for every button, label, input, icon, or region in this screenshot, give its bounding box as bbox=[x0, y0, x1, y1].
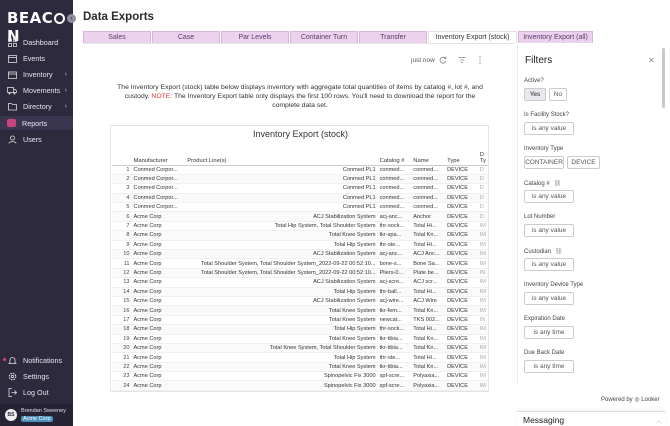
filters-panel bbox=[517, 44, 658, 384]
cell-catalog: thr-ball... bbox=[378, 287, 412, 296]
filter-label-expiration-date: Expiration Date bbox=[524, 316, 566, 322]
cell-manufacturer: Acme Corp bbox=[132, 287, 186, 296]
table-row[interactable] bbox=[112, 296, 488, 305]
table-row[interactable] bbox=[112, 184, 488, 193]
cell-device-type: D bbox=[478, 203, 488, 212]
column-header-manufacturer[interactable]: Manufacturer bbox=[132, 145, 186, 165]
filter-label-catalog bbox=[524, 180, 561, 187]
sidebar-item-logout[interactable] bbox=[0, 385, 73, 399]
cell-manufacturer: Acme Corp bbox=[132, 362, 186, 371]
chevron-up-icon[interactable]: ︿ bbox=[656, 419, 663, 425]
chevron-right-icon: › bbox=[64, 102, 67, 110]
cell-device-type: IM bbox=[478, 240, 488, 249]
cell-type: DEVICE bbox=[445, 287, 478, 296]
cell-device-type: IM bbox=[478, 334, 488, 343]
cell-device-type: IM bbox=[478, 221, 488, 230]
filter-label-due-back-date: Due Back Date bbox=[524, 350, 565, 356]
table-row[interactable] bbox=[112, 325, 488, 334]
filter-label-custodian-text: Custodian bbox=[524, 249, 552, 255]
cell-name: Total Kn... bbox=[411, 343, 445, 352]
cell-name: Total Hi... bbox=[411, 221, 445, 230]
cell-manufacturer: Acme Corp bbox=[132, 240, 186, 249]
cell-product-lines: Conmed PL1 bbox=[185, 193, 377, 202]
cell-name: Total Kn... bbox=[411, 306, 445, 315]
table-row[interactable] bbox=[112, 240, 488, 249]
cell-name: Bone Sa... bbox=[411, 259, 445, 268]
sidebar bbox=[0, 0, 73, 426]
table-row[interactable] bbox=[112, 381, 488, 390]
powered-by-text: Powered by bbox=[601, 397, 633, 403]
cell-name: Polyaxia... bbox=[411, 381, 445, 390]
folder-icon bbox=[7, 101, 17, 111]
table-row[interactable] bbox=[112, 259, 488, 268]
cell-type: DEVICE bbox=[445, 203, 478, 212]
cell-manufacturer: Acme Corp bbox=[132, 372, 186, 381]
table-row[interactable] bbox=[112, 250, 488, 259]
cell-manufacturer: Acme Corp bbox=[132, 306, 186, 315]
table-row[interactable] bbox=[112, 212, 488, 221]
column-header-type[interactable]: Type bbox=[445, 145, 478, 165]
messaging-label: Messaging bbox=[523, 415, 565, 425]
cell-product-lines: Total Shoulder System, Total Shoulder System_2022-09-22 00:52:10... bbox=[185, 259, 377, 268]
cell-product-lines: Total Knee System, Total Shoulder System bbox=[185, 343, 377, 352]
cell-device-type: IM bbox=[478, 372, 488, 381]
column-header-product-lines[interactable]: Product Line(s) bbox=[185, 145, 377, 165]
sidebar-item-label: Dashboard bbox=[23, 37, 59, 47]
sidebar-item-movements[interactable] bbox=[0, 83, 73, 97]
cell-type: DEVICE bbox=[445, 174, 478, 183]
sidebar-item-directory[interactable] bbox=[0, 99, 73, 113]
cell-catalog: spf-scre... bbox=[378, 372, 412, 381]
table-row[interactable] bbox=[112, 203, 488, 212]
cell-name: Total Hi... bbox=[411, 353, 445, 362]
cell-product-lines: Total Hip System bbox=[185, 353, 377, 362]
cell-product-lines: ACJ Stabilization System bbox=[185, 296, 377, 305]
column-header-device-type[interactable]: D Ty bbox=[478, 145, 488, 165]
row-index: 8 bbox=[112, 231, 132, 240]
reports-icon bbox=[7, 119, 16, 127]
row-index: 23 bbox=[112, 372, 132, 381]
cell-manufacturer: Acme Corp bbox=[132, 231, 186, 240]
avatar: BS bbox=[5, 409, 17, 421]
cell-type: DEVICE bbox=[445, 278, 478, 287]
sidebar-item-settings[interactable] bbox=[0, 369, 73, 383]
cell-type: DEVICE bbox=[445, 212, 478, 221]
cell-product-lines: Conmed PL1 bbox=[185, 184, 377, 193]
bell-icon bbox=[7, 355, 17, 365]
cell-name: ACJ Wire bbox=[411, 296, 445, 305]
sidebar-item-reports[interactable] bbox=[0, 116, 73, 130]
cell-type: DEVICE bbox=[445, 315, 478, 324]
cell-catalog: bone-s... bbox=[378, 259, 412, 268]
gear-icon bbox=[7, 371, 17, 381]
truck-icon bbox=[7, 85, 17, 95]
row-index: 13 bbox=[112, 278, 132, 287]
cell-name: conmed... bbox=[411, 203, 445, 212]
cell-catalog: thr-sock... bbox=[378, 325, 412, 334]
cell-product-lines: Total Knee System bbox=[185, 362, 377, 371]
more-vertical-icon[interactable] bbox=[478, 56, 482, 66]
cell-type: DEVICE bbox=[445, 343, 478, 352]
cell-manufacturer: Acme Corp bbox=[132, 278, 186, 287]
row-index: 18 bbox=[112, 325, 132, 334]
row-index: 22 bbox=[112, 362, 132, 371]
cell-product-lines: Total Knee System bbox=[185, 334, 377, 343]
cell-type: DEVICE bbox=[445, 306, 478, 315]
row-index: 24 bbox=[112, 381, 132, 390]
cell-type: DEVICE bbox=[445, 231, 478, 240]
cell-product-lines: Total Hip System, Total Shoulder System bbox=[185, 221, 377, 230]
tab-inventory-export-stock[interactable]: Inventory Export (stock) bbox=[428, 31, 517, 43]
logout-icon bbox=[7, 387, 17, 397]
table-row[interactable] bbox=[112, 362, 488, 371]
cell-product-lines: Conmed PL1 bbox=[185, 165, 377, 174]
cell-device-type: IM bbox=[478, 296, 488, 305]
column-header-catalog[interactable]: Catalog # bbox=[378, 145, 412, 165]
row-index: 21 bbox=[112, 353, 132, 362]
filter-custodian-field[interactable]: is any value bbox=[524, 258, 574, 271]
cell-catalog: newcat... bbox=[378, 315, 412, 324]
row-index: 16 bbox=[112, 306, 132, 315]
filters-title: Filters bbox=[525, 55, 553, 66]
row-index: 3 bbox=[112, 184, 132, 193]
cell-product-lines: Total Knee System bbox=[185, 306, 377, 315]
cell-product-lines: Total Knee System bbox=[185, 231, 377, 240]
cell-device-type: D bbox=[478, 174, 488, 183]
refresh-icon[interactable] bbox=[439, 56, 447, 66]
report-table-card bbox=[110, 125, 489, 392]
table-row[interactable] bbox=[112, 193, 488, 202]
row-index: 14 bbox=[112, 287, 132, 296]
row-index: 11 bbox=[112, 259, 132, 268]
cell-manufacturer: Acme Corp bbox=[132, 343, 186, 352]
cell-product-lines: Total Hip System bbox=[185, 325, 377, 334]
cell-catalog: Pliers-0... bbox=[378, 268, 412, 277]
sidebar-item-label: Directory bbox=[23, 101, 52, 111]
sidebar-item-label: Log Out bbox=[23, 387, 49, 397]
chevron-right-icon: › bbox=[64, 70, 67, 78]
row-index: 5 bbox=[112, 203, 132, 212]
tab-transfer[interactable]: Transfer bbox=[359, 31, 427, 43]
cell-type: DEVICE bbox=[445, 240, 478, 249]
cell-device-type: IM bbox=[478, 353, 488, 362]
row-index: 2 bbox=[112, 174, 132, 183]
column-header-index bbox=[112, 145, 132, 165]
filter-label-active: Active? bbox=[524, 78, 544, 84]
sidebar-item-notifications[interactable] bbox=[0, 353, 73, 367]
intro-note-label: NOTE: bbox=[151, 93, 173, 101]
filter-inventory-type-container[interactable]: CONTAINER bbox=[524, 156, 564, 169]
cell-device-type: D bbox=[478, 165, 488, 174]
cell-name: conmed... bbox=[411, 174, 445, 183]
cell-type: DEVICE bbox=[445, 268, 478, 277]
sidebar-item-dashboard[interactable] bbox=[0, 35, 73, 49]
cell-name: conmed... bbox=[411, 184, 445, 193]
cell-manufacturer: Acme Corp bbox=[132, 334, 186, 343]
table-row[interactable] bbox=[112, 278, 488, 287]
row-index: 20 bbox=[112, 343, 132, 352]
column-header-name[interactable]: Name bbox=[411, 145, 445, 165]
cell-catalog: tkr-tibia... bbox=[378, 343, 412, 352]
cell-catalog: conmed... bbox=[378, 165, 412, 174]
user-profile[interactable] bbox=[0, 404, 73, 426]
cell-type: DEVICE bbox=[445, 221, 478, 230]
cell-manufacturer: Conmed Corpor... bbox=[132, 203, 186, 212]
intro-text: The Inventory Export (stock) table below displays inventory with aggregate total quantities of items by catalog #, lot #, and custody. bbox=[117, 84, 483, 101]
cell-type: DEVICE bbox=[445, 259, 478, 268]
cell-manufacturer: Acme Corp bbox=[132, 381, 186, 390]
cell-catalog: acj-anc... bbox=[378, 250, 412, 259]
chevron-left-icon[interactable]: ‹ bbox=[67, 14, 76, 23]
cell-catalog: thr-ste... bbox=[378, 240, 412, 249]
cell-device-type: D bbox=[478, 212, 488, 221]
cell-device-type: IM bbox=[478, 278, 488, 287]
cell-product-lines: ACJ Stabilization System bbox=[185, 250, 377, 259]
cell-name: Total Hi... bbox=[411, 325, 445, 334]
cell-device-type: IM bbox=[478, 381, 488, 390]
sidebar-item-label: Movements bbox=[23, 85, 61, 95]
close-icon[interactable]: ✕ bbox=[648, 56, 655, 65]
sidebar-item-events[interactable] bbox=[0, 51, 73, 65]
cell-manufacturer: Conmed Corpor... bbox=[132, 165, 186, 174]
sidebar-item-users[interactable] bbox=[0, 132, 73, 146]
table-header-row bbox=[112, 145, 488, 165]
cell-name: TKS 002... bbox=[411, 315, 445, 324]
table-row[interactable] bbox=[112, 334, 488, 343]
tab-container-turn[interactable]: Container Turn bbox=[290, 31, 358, 43]
box-icon bbox=[7, 69, 17, 79]
beacon-logo[interactable]: BEACN bbox=[7, 9, 73, 45]
row-index: 15 bbox=[112, 296, 132, 305]
cell-catalog: conmed... bbox=[378, 174, 412, 183]
cell-device-type: IN bbox=[478, 268, 488, 277]
cell-manufacturer: Acme Corp bbox=[132, 221, 186, 230]
row-index: 6 bbox=[112, 212, 132, 221]
table-row[interactable] bbox=[112, 165, 488, 174]
cell-name: Anchor bbox=[411, 212, 445, 221]
cell-device-type: IM bbox=[478, 259, 488, 268]
row-index: 10 bbox=[112, 250, 132, 259]
cell-product-lines: Total Knee System bbox=[185, 315, 377, 324]
cell-name: Total Kn... bbox=[411, 334, 445, 343]
report-description bbox=[116, 83, 484, 111]
filter-device-type-field[interactable]: is any value bbox=[524, 292, 574, 305]
cell-type: DEVICE bbox=[445, 296, 478, 305]
cell-catalog: tkr-tibia... bbox=[378, 334, 412, 343]
filter-catalog-field[interactable]: is any value bbox=[524, 190, 574, 203]
cell-device-type: IM bbox=[478, 306, 488, 315]
calendar-icon bbox=[7, 53, 17, 63]
cell-name: Plate be... bbox=[411, 268, 445, 277]
table-row[interactable] bbox=[112, 353, 488, 362]
cell-product-lines: Conmed PL1 bbox=[185, 174, 377, 183]
cell-name: Polyaxia... bbox=[411, 372, 445, 381]
cell-name: Total Hi... bbox=[411, 240, 445, 249]
filter-active-no[interactable]: No bbox=[549, 88, 567, 101]
cell-product-lines: ACJ Stabilization System bbox=[185, 212, 377, 221]
cell-catalog: acj-scre... bbox=[378, 278, 412, 287]
cell-manufacturer: Conmed Corpor... bbox=[132, 184, 186, 193]
filters-scrollbar[interactable] bbox=[662, 48, 665, 108]
cell-device-type: IM bbox=[478, 250, 488, 259]
sidebar-item-label: Notifications bbox=[23, 355, 63, 365]
filter-label-lot-number: Lot Number bbox=[524, 214, 556, 220]
cell-manufacturer: Acme Corp bbox=[132, 268, 186, 277]
table-row[interactable] bbox=[112, 287, 488, 296]
sidebar-item-label: Reports bbox=[22, 118, 48, 128]
cell-manufacturer: Acme Corp bbox=[132, 250, 186, 259]
cell-name: Total Hi... bbox=[411, 287, 445, 296]
report-title: Inventory Export (stock) bbox=[252, 129, 349, 139]
cell-type: DEVICE bbox=[445, 165, 478, 174]
table-row[interactable] bbox=[112, 221, 488, 230]
link-icon: ⛓ bbox=[553, 181, 562, 187]
cell-type: DEVICE bbox=[445, 250, 478, 259]
filter-active-yes[interactable]: Yes bbox=[524, 88, 546, 101]
filter-lot-number-field[interactable]: is any value bbox=[524, 224, 574, 237]
sidebar-item-label: Users bbox=[23, 134, 42, 144]
cell-name: ACJ scr... bbox=[411, 278, 445, 287]
grid-icon bbox=[7, 37, 17, 47]
cell-device-type: IM bbox=[478, 231, 488, 240]
cell-catalog: thr-sock... bbox=[378, 221, 412, 230]
tab-par-levels[interactable]: Par Levels bbox=[221, 31, 289, 43]
cell-manufacturer: Acme Corp bbox=[132, 259, 186, 268]
cell-manufacturer: Acme Corp bbox=[132, 296, 186, 305]
user-org-badge: Acme Corp bbox=[23, 416, 51, 422]
cell-device-type: D bbox=[478, 193, 488, 202]
cell-type: DEVICE bbox=[445, 372, 478, 381]
filter-label-device-type: Inventory Device Type bbox=[524, 282, 584, 288]
cell-name: ACJ Anc... bbox=[411, 250, 445, 259]
cell-catalog: acj-wire... bbox=[378, 296, 412, 305]
powered-by-looker[interactable] bbox=[601, 396, 660, 403]
cell-catalog: thr-ste... bbox=[378, 353, 412, 362]
filter-label-catalog-text: Catalog # bbox=[524, 181, 550, 187]
row-index: 9 bbox=[112, 240, 132, 249]
table-row[interactable] bbox=[112, 372, 488, 381]
cell-name: conmed... bbox=[411, 165, 445, 174]
row-index: 1 bbox=[112, 165, 132, 174]
table-row[interactable] bbox=[112, 174, 488, 183]
cell-device-type: D bbox=[478, 184, 488, 193]
tab-sales[interactable]: Sales bbox=[83, 31, 151, 43]
chevron-right-icon: › bbox=[64, 86, 67, 94]
cell-type: DEVICE bbox=[445, 193, 478, 202]
cell-manufacturer: Acme Corp bbox=[132, 353, 186, 362]
cell-manufacturer: Conmed Corpor... bbox=[132, 174, 186, 183]
table-row[interactable] bbox=[112, 306, 488, 315]
inventory-table bbox=[112, 145, 488, 391]
cell-device-type: IN bbox=[478, 315, 488, 324]
row-index: 12 bbox=[112, 268, 132, 277]
cell-name: conmed... bbox=[411, 193, 445, 202]
user-name: Brendan Sweeney bbox=[21, 408, 66, 414]
table-row[interactable] bbox=[112, 343, 488, 352]
filter-due-back-date-field[interactable]: is any time bbox=[524, 360, 574, 373]
cell-name: Total Kn... bbox=[411, 231, 445, 240]
report-tabs bbox=[83, 31, 594, 43]
cell-catalog: conmed... bbox=[378, 184, 412, 193]
filter-icon[interactable] bbox=[458, 56, 466, 66]
cell-name: Total Kn... bbox=[411, 362, 445, 371]
intro-note-text: The Inventory Export table only displays the first 100 rows. You'll need to download the report for the complete data set. bbox=[173, 93, 476, 110]
cell-catalog: spf-scre... bbox=[378, 381, 412, 390]
cell-type: DEVICE bbox=[445, 325, 478, 334]
table-row[interactable] bbox=[112, 231, 488, 240]
cell-catalog: conmed... bbox=[378, 193, 412, 202]
cell-product-lines: ACJ Stabilization System bbox=[185, 278, 377, 287]
row-index: 4 bbox=[112, 193, 132, 202]
row-index: 7 bbox=[112, 221, 132, 230]
cell-catalog: conmed... bbox=[378, 203, 412, 212]
cell-device-type: IM bbox=[478, 362, 488, 371]
cell-type: DEVICE bbox=[445, 381, 478, 390]
cell-manufacturer: Acme Corp bbox=[132, 325, 186, 334]
cell-catalog: tkr-tibia... bbox=[378, 362, 412, 371]
tab-inventory-export-all[interactable]: Inventory Export (all) bbox=[518, 31, 593, 43]
cell-catalog: acj-anc... bbox=[378, 212, 412, 221]
row-index: 17 bbox=[112, 315, 132, 324]
cell-device-type: IM bbox=[478, 343, 488, 352]
link-icon: ⛓ bbox=[555, 249, 563, 255]
sidebar-item-inventory[interactable] bbox=[0, 67, 73, 81]
table-row[interactable] bbox=[112, 315, 488, 324]
sidebar-item-label: Settings bbox=[23, 371, 49, 381]
cell-type: DEVICE bbox=[445, 353, 478, 362]
cell-manufacturer: Conmed Corpor... bbox=[132, 193, 186, 202]
messaging-panel[interactable] bbox=[517, 411, 665, 426]
filter-facility-stock-field[interactable]: is any value bbox=[524, 122, 574, 135]
cell-type: DEVICE bbox=[445, 184, 478, 193]
cell-product-lines: Total Hip System bbox=[185, 240, 377, 249]
cell-product-lines: Spinopelvic Fix 3000 bbox=[185, 381, 377, 390]
looker-text: Looker bbox=[641, 397, 660, 403]
table-row[interactable] bbox=[112, 268, 488, 277]
filter-label-inventory-type: Inventory Type bbox=[524, 146, 564, 152]
cell-catalog: tkr-spa... bbox=[378, 231, 412, 240]
sidebar-item-label: Events bbox=[23, 53, 45, 63]
cell-catalog: tkr-fem... bbox=[378, 306, 412, 315]
sidebar-item-label: Inventory bbox=[23, 69, 53, 79]
filter-label-custodian bbox=[524, 248, 563, 255]
cell-type: DEVICE bbox=[445, 334, 478, 343]
cell-manufacturer: Acme Corp bbox=[132, 315, 186, 324]
filter-inventory-type-device[interactable]: DEVICE bbox=[567, 156, 600, 169]
filter-label-facility-stock: Is Facility Stock? bbox=[524, 112, 570, 118]
cell-manufacturer: Acme Corp bbox=[132, 212, 186, 221]
cell-product-lines: Conmed PL1 bbox=[185, 203, 377, 212]
row-index: 19 bbox=[112, 334, 132, 343]
cell-product-lines: Total Hip System bbox=[185, 287, 377, 296]
cell-product-lines: Total Shoulder System, Total Shoulder System_2022-09-22 00:52:10... bbox=[185, 268, 377, 277]
cell-device-type: IM bbox=[478, 325, 488, 334]
filter-expiration-date-field[interactable]: is any time bbox=[524, 326, 574, 339]
cell-device-type: IM bbox=[478, 287, 488, 296]
page-title: Data Exports bbox=[83, 11, 154, 23]
cell-product-lines: Spinopelvic Fix 3000 bbox=[185, 372, 377, 381]
last-updated-time: just now bbox=[411, 57, 435, 64]
looker-logo-icon: ◎ bbox=[634, 397, 640, 403]
tab-case[interactable]: Case bbox=[152, 31, 220, 43]
users-icon bbox=[7, 134, 17, 144]
cell-type: DEVICE bbox=[445, 362, 478, 371]
